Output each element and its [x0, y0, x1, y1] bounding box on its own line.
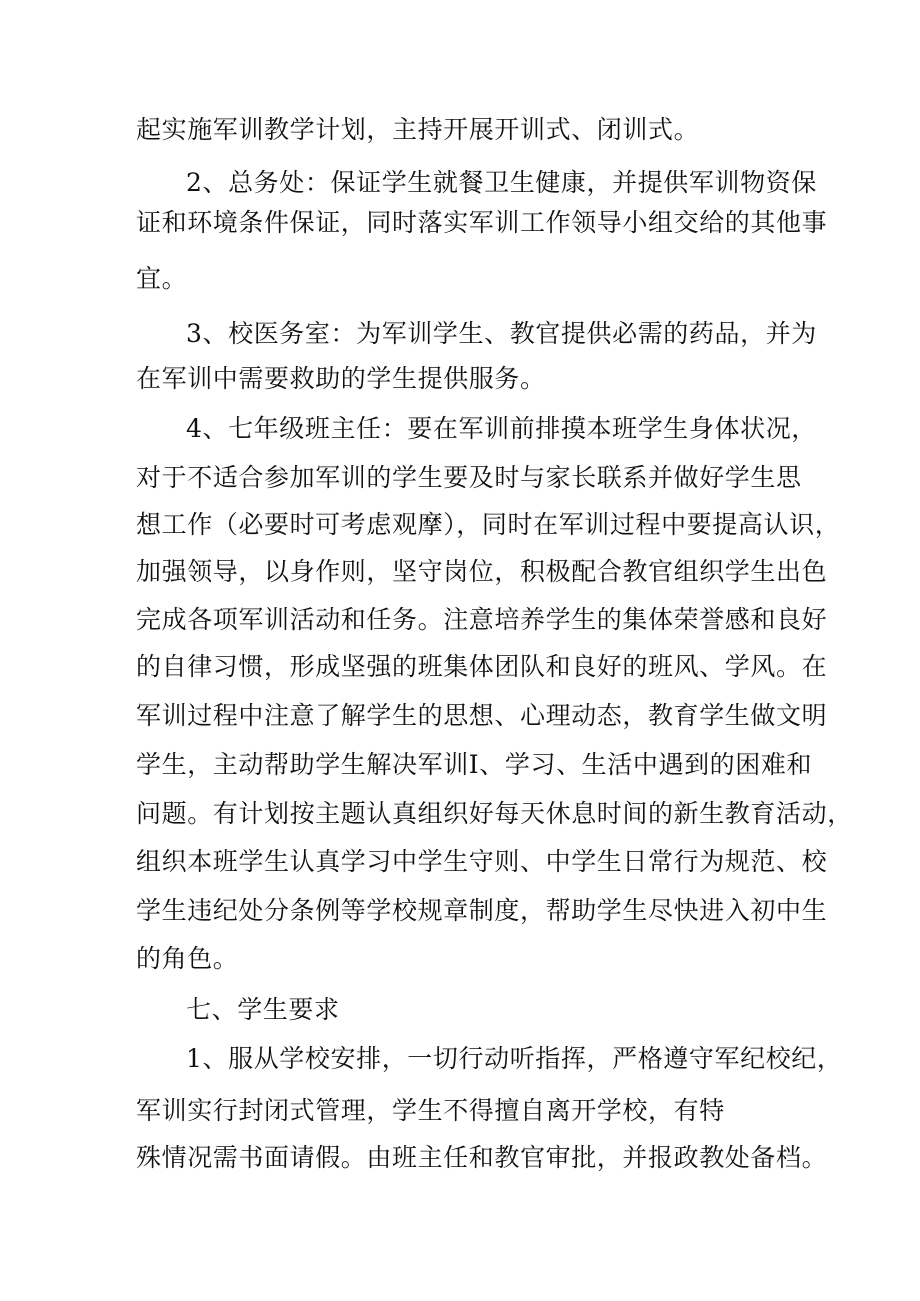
text-line-4: 宜。 — [136, 264, 188, 293]
text-line-5: 3、校医务室：为军训学生、教官提供必需的药品，并为 — [186, 319, 817, 348]
text-line-13: 军训过程中注意了解学生的思想、心理动态，教育学生做文明 — [136, 701, 828, 730]
text-line-12: 的自律习惯，形成坚强的班集体团队和良好的班风、学风。在 — [136, 652, 828, 681]
text-line-20: 1、服从学校安排，一切行动听指挥，严格遵守军纪校纪， — [186, 1044, 843, 1073]
text-line-14: 学生，主动帮助学生解决军训I、学习、生活中遇到的困难和 — [136, 750, 813, 779]
text-line-15: 问题。有计划按主题认真组织好每天休息时间的新生教育活动， — [136, 799, 853, 828]
section-heading: 七、学生要求 — [186, 995, 340, 1024]
text-line-1: 起实施军训教学计划，主持开展开训式、闭训式。 — [136, 115, 700, 144]
text-line-2: 2、总务处：保证学生就餐卫生健康，并提供军训物资保 — [186, 168, 817, 197]
text-line-22: 殊情况需书面请假。由班主任和教官审批，并报政教处备档。 — [136, 1143, 828, 1172]
text-line-16: 组织本班学生认真学习中学生守则、中学生日常行为规范、校 — [136, 847, 828, 876]
text-line-9: 想工作（必要时可考虑观摩），同时在军训过程中要提高认识， — [136, 510, 841, 539]
text-line-21: 军训实行封闭式管理，学生不得擅自离开学校，有特 — [136, 1096, 725, 1125]
text-line-10: 加强领导，以身作则，坚守岗位，积极配合教官组织学生出色 — [136, 557, 828, 586]
text-line-18: 的角色。 — [136, 944, 239, 973]
text-line-17: 学生违纪处分条例等学校规章制度，帮助学生尽快进入初中生 — [136, 896, 828, 925]
text-line-11: 完成各项军训活动和任务。注意培养学生的集体荣誉感和良好 — [136, 605, 828, 634]
text-line-3: 证和环境条件保证，同时落实军训工作领导小组交给的其他事 — [136, 208, 828, 237]
text-line-8: 对于不适合参加军训的学生要及时与家长联系并做好学生思 — [136, 463, 802, 492]
text-line-7: 4、七年级班主任：要在军训前排摸本班学生身体状况， — [186, 414, 817, 443]
text-line-6: 在军训中需要救助的学生提供服务。 — [136, 364, 546, 393]
